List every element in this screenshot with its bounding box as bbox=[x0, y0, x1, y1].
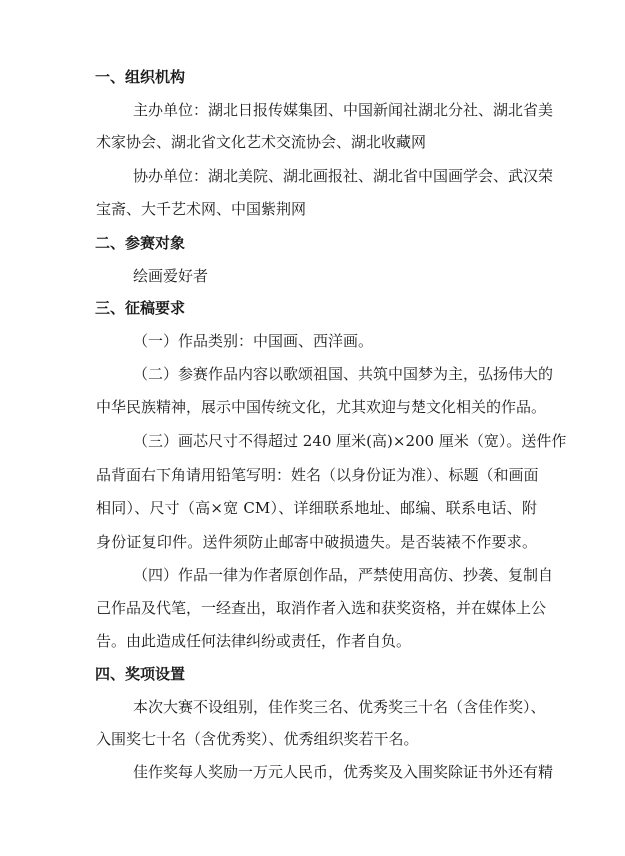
paragraph-line: 身份证复印件。送件须防止邮寄中破损遗失。是否装裱不作要求。 bbox=[96, 533, 537, 551]
paragraph-line: （二）参赛作品内容以歌颂祖国、共筑中国梦为主，弘扬伟大的 bbox=[133, 365, 554, 383]
paragraph-line: 协办单位：湖北美院、湖北画报社、湖北省中国画学会、武汉荣 bbox=[133, 167, 554, 185]
paragraph-line: 主办单位：湖北日报传媒集团、中国新闻社湖北分社、湖北省美 bbox=[133, 101, 554, 119]
paragraph-line: （一）作品类别：中国画、西洋画。 bbox=[133, 332, 374, 350]
paragraph-line: 绘画爱好者 bbox=[133, 267, 209, 285]
paragraph-line: （四）作品一律为作者原创作品，严禁使用高仿、抄袭、复制自 bbox=[133, 566, 554, 584]
paragraph-line: 术家协会、湖北省文化艺术交流协会、湖北收藏网 bbox=[96, 133, 427, 151]
section-heading-organization: 一、组织机构 bbox=[95, 68, 186, 86]
paragraph-line: （三）画芯尺寸不得超过 240 厘米(高)×200 厘米（宽）。送件作 bbox=[133, 432, 567, 450]
paragraph-line: 品背面右下角请用铅笔写明：姓名（以身份证为准）、标题（和画面 bbox=[96, 466, 539, 484]
paragraph-line: 告。由此造成任何法律纠纷或责任，作者自负。 bbox=[96, 632, 412, 650]
paragraph-line: 中华民族精神，展示中国传统文化，尤其欢迎与楚文化相关的作品。 bbox=[96, 398, 547, 416]
paragraph-line: 入围奖七十名（含优秀奖）、优秀组织奖若干名。 bbox=[96, 730, 419, 748]
paragraph-line: 本次大赛不设组别，佳作奖三名、优秀奖三十名（含佳作奖）、 bbox=[133, 698, 546, 716]
section-heading-requirements: 三、征稿要求 bbox=[95, 299, 186, 317]
paragraph-line: 相同）、尺寸（高×宽 CM）、详细联系地址、邮编、联系电话、附 bbox=[96, 499, 537, 517]
paragraph-line: 佳作奖每人奖励一万元人民币，优秀奖及入围奖除证书外还有精 bbox=[133, 763, 554, 781]
paragraph-line: 己作品及代笔，一经查出，取消作者入选和获奖资格，并在媒体上公 bbox=[96, 599, 547, 617]
section-heading-awards: 四、奖项设置 bbox=[95, 665, 186, 683]
section-heading-participants: 二、参赛对象 bbox=[95, 234, 186, 252]
paragraph-line: 宝斋、大千艺术网、中国紫荆网 bbox=[96, 200, 307, 218]
